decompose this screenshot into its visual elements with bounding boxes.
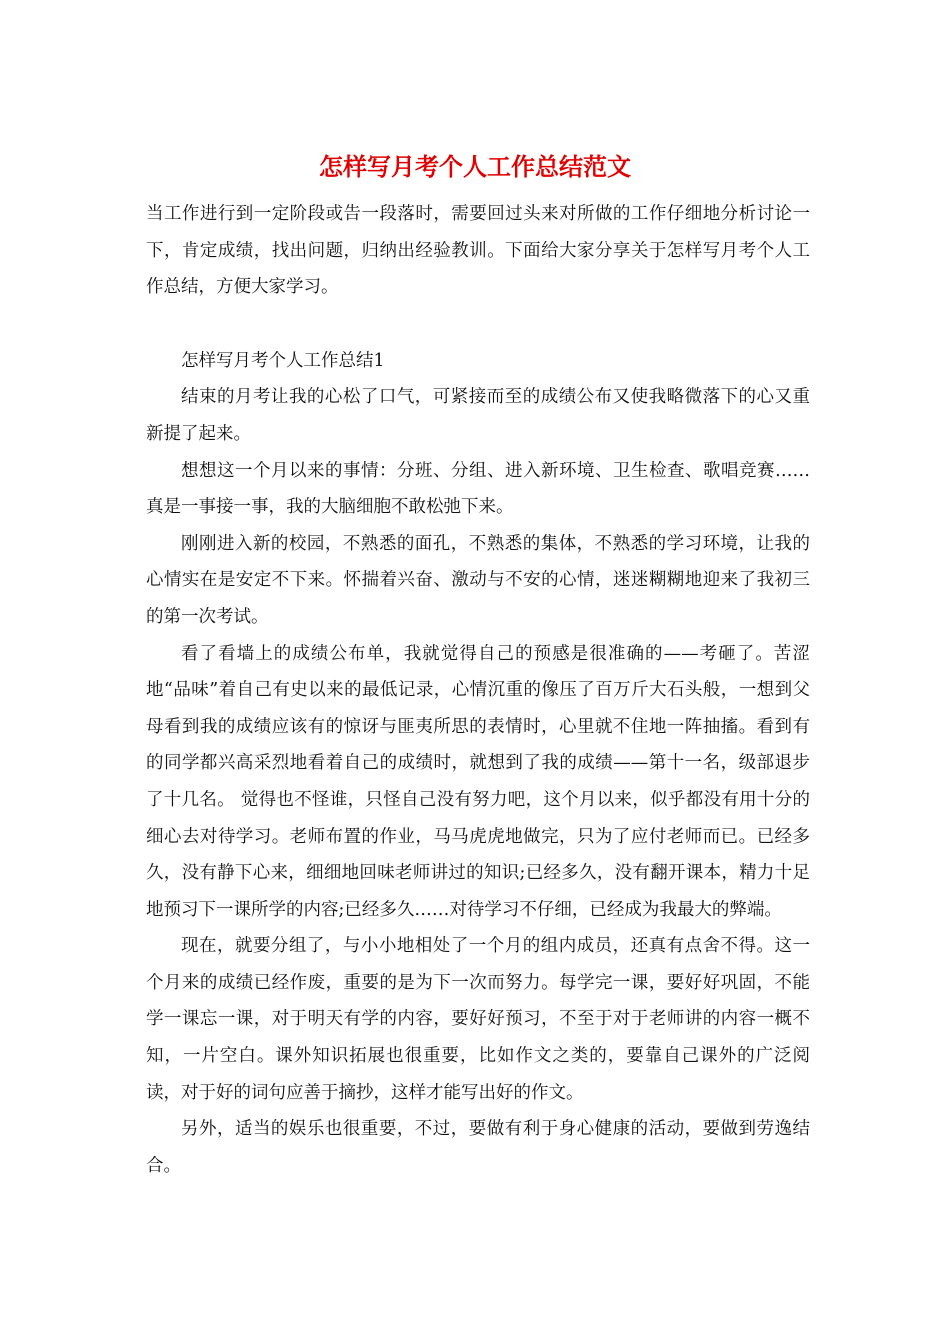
body-paragraph-1: 结束的月考让我的心松了口气，可紧接而至的成绩公布又使我略微落下的心又重新提了起来。 <box>146 387 810 444</box>
body-paragraph-5: 现在，就要分组了，与小小地相处了一个月的组内成员，还真有点舍不得。这一个月来的成绩已经作废，重要的是为下一次而努力。每学完一课，要好好巩固，不能学一课忘一课，对于明天有学的内容，要好好预习，不至于对于老师讲的内容一概不知，一片空白。课外知识拓展也很重要，比如作文之类的，要靠自己课外的广泛阅读，对于好的词句应善于摘抄，这样才能写出好的作文。 <box>146 936 810 1103</box>
paragraph-gap <box>146 306 810 343</box>
body-paragraph-6: 另外，适当的娱乐也很重要，不过，要做有利于身心健康的活动，要做到劳逸结合。 <box>146 1119 810 1176</box>
section-heading: 怎样写月考个人工作总结1 <box>181 350 385 371</box>
body-paragraph-2: 想想这一个月以来的事情：分班、分组、进入新环境、卫生检查、歌唱竞赛……真是一事接一事，我的大脑细胞不敢松弛下来。 <box>146 460 810 518</box>
intro-paragraph: 当工作进行到一定阶段或告一段落时，需要回过头来对所做的工作仔细地分析讨论一下，肯定成绩，找出问题，归纳出经验教训。下面给大家分享关于怎样写月考个人工作总结，方便大家学习。 <box>146 204 810 298</box>
document-body <box>146 196 810 1184</box>
body-paragraph-4: 看了看墙上的成绩公布单，我就觉得自己的预感是很准确的——考砸了。苦涩地“品味”着自己有史以来的最低记录，心情沉重的像压了百万斤大石头般，一想到父母看到我的成绩应该有的惊讶与匪夷所思的表情时，心里就不住地一阵抽搐。看到有的同学都兴高采烈地看着自己的成绩时，就想到了我的成绩——第十一名，级部退步了十几名。 觉得也不怪谁，只怪自己没有努力吧，这个月以来，似乎都没有用十分的细心去对待学习。老师布置的作业，马马虎虎地做完，只为了应付老师而已。已经多久，没有静下心来，细细地回味老师讲过的知识;已经多久，没有翻开课本，精力十足地预习下一课所学的内容;已经多久……对待学习不仔细，已经成为我最大的弊端。 <box>146 643 810 920</box>
document-title: 怎样写月考个人工作总结范文 <box>319 152 631 181</box>
body-paragraph-3: 刚刚进入新的校园，不熟悉的面孔，不熟悉的集体，不熟悉的学习环境，让我的心情实在是安定不下来。怀揣着兴奋、激动与不安的心情，迷迷糊糊地迎来了我初三的第一次考试。 <box>146 533 810 627</box>
